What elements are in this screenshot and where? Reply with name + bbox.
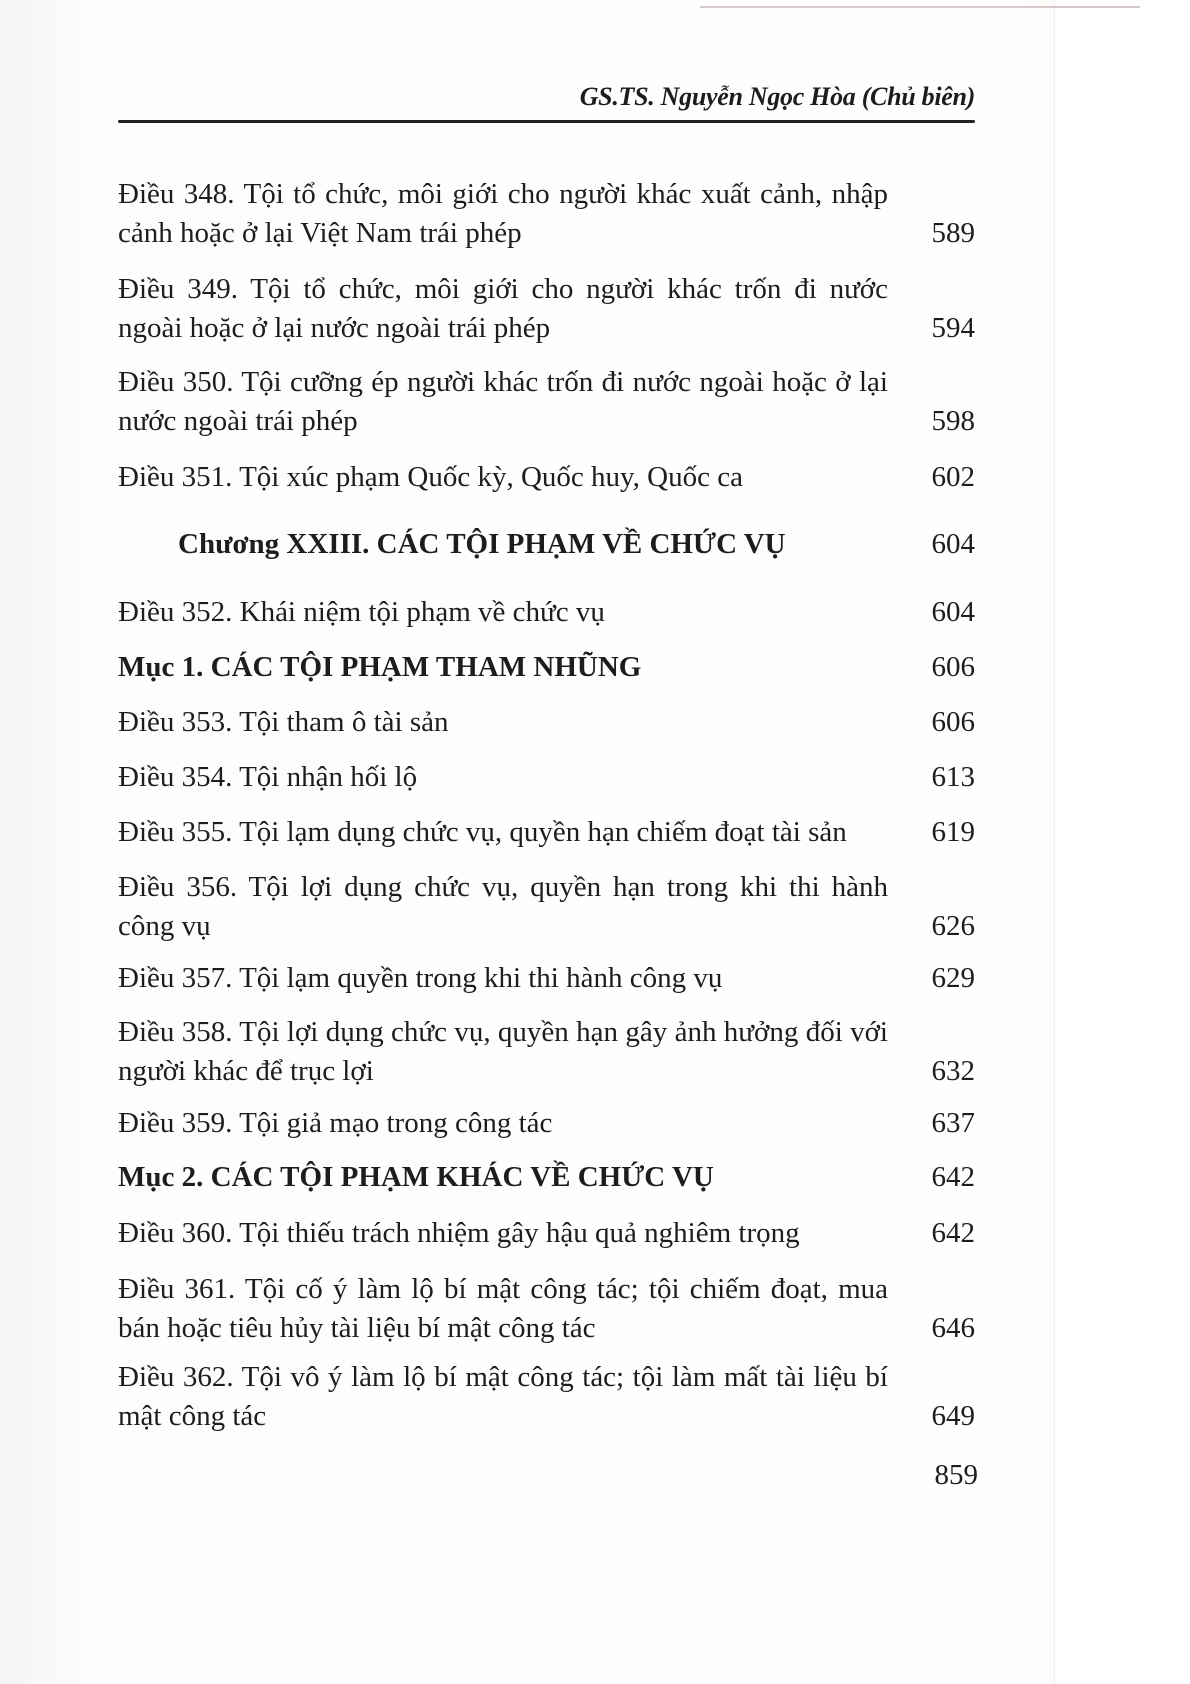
toc-entry-page: 598	[931, 405, 975, 437]
toc-entry-title: Điều 358. Tội lợi dụng chức vụ, quyền hạn gây ảnh hưởng đối với người khác để trục lợi	[118, 1016, 888, 1087]
toc-entry	[118, 593, 975, 632]
toc-entry-page: 613	[931, 761, 975, 793]
toc-entry-page: 604	[931, 596, 975, 628]
toc-entry	[118, 959, 975, 998]
toc-chapter-heading	[118, 525, 975, 564]
toc-entry	[118, 703, 975, 742]
toc-entry	[118, 813, 975, 852]
toc-entry	[118, 758, 975, 797]
toc-entry-title: Điều 352. Khái niệm tội phạm về chức vụ	[118, 596, 605, 628]
toc-entry-page: 604	[931, 528, 975, 560]
toc-entry	[118, 1358, 975, 1436]
toc-section-heading	[118, 1158, 975, 1197]
toc-entry-page: 606	[931, 651, 975, 683]
toc-entry-page: 646	[931, 1312, 975, 1344]
toc-entry-page: 619	[931, 816, 975, 848]
toc-entry-title: Điều 357. Tội lạm quyền trong khi thi hành công vụ	[118, 962, 723, 994]
toc-entry-title: Điều 361. Tội cố ý làm lộ bí mật công tác; tội chiếm đoạt, mua bán hoặc tiêu hủy tài liệu bí mật công tác	[118, 1273, 888, 1344]
running-header-author: GS.TS. Nguyễn Ngọc Hòa (Chủ biên)	[579, 82, 975, 111]
toc-entry-title: Điều 353. Tội tham ô tài sản	[118, 706, 449, 738]
toc-entry-page: 626	[931, 910, 975, 942]
toc-entry-title: Điều 348. Tội tổ chức, môi giới cho người khác xuất cảnh, nhập cảnh hoặc ở lại Việt Nam trái phép	[118, 178, 888, 249]
toc-entry	[118, 175, 975, 253]
toc-entry-page: 642	[931, 1217, 975, 1249]
toc-entry-title: Mục 1. CÁC TỘI PHẠM THAM NHŨNG	[118, 651, 642, 683]
toc-entry-page: 629	[931, 962, 975, 994]
toc-entry	[118, 270, 975, 348]
toc-section-heading	[118, 648, 975, 687]
toc-entry-page: 642	[931, 1161, 975, 1193]
toc-entry-page: 594	[931, 312, 975, 344]
page-edge	[1054, 0, 1190, 1684]
toc-entry-title: Điều 351. Tội xúc phạm Quốc kỳ, Quốc huy, Quốc ca	[118, 461, 743, 493]
toc-entry-title: Điều 349. Tội tổ chức, môi giới cho người khác trốn đi nước ngoài hoặc ở lại nước ngoài trái phép	[118, 273, 888, 344]
toc-entry-title: Điều 356. Tội lợi dụng chức vụ, quyền hạn trong khi thi hành công vụ	[118, 871, 888, 942]
toc-entry-title: Điều 360. Tội thiếu trách nhiệm gây hậu quả nghiêm trọng	[118, 1217, 800, 1249]
toc-entry-page: 606	[931, 706, 975, 738]
toc-entry	[118, 868, 975, 946]
toc-entry	[118, 1013, 975, 1091]
toc-entry-title: Mục 2. CÁC TỘI PHẠM KHÁC VỀ CHỨC VỤ	[118, 1161, 714, 1193]
toc-entry	[118, 1270, 975, 1348]
toc-entry-title: Điều 359. Tội giả mạo trong công tác	[118, 1107, 553, 1139]
toc-entry	[118, 1104, 975, 1143]
toc-entry	[118, 1214, 975, 1253]
toc-entry-page: 632	[931, 1055, 975, 1087]
toc-entry-title: Điều 355. Tội lạm dụng chức vụ, quyền hạn chiếm đoạt tài sản	[118, 816, 847, 848]
toc-entry-page: 637	[931, 1107, 975, 1139]
toc-entry-title: Điều 362. Tội vô ý làm lộ bí mật công tác; tội làm mất tài liệu bí mật công tác	[118, 1361, 888, 1432]
toc-entry	[118, 363, 975, 441]
header-rule	[118, 120, 975, 123]
toc-entry-title: Chương XXIII. CÁC TỘI PHẠM VỀ CHỨC VỤ	[178, 528, 786, 560]
toc-entry-page: 649	[931, 1400, 975, 1432]
toc-entry	[118, 458, 975, 497]
page-number: 859	[934, 1459, 978, 1491]
scan-artifact-line	[700, 6, 1140, 8]
toc-entry-page: 589	[931, 217, 975, 249]
toc-entry-page: 602	[931, 461, 975, 493]
toc-entry-title: Điều 350. Tội cưỡng ép người khác trốn đi nước ngoài hoặc ở lại nước ngoài trái phép	[118, 366, 888, 437]
toc-entry-title: Điều 354. Tội nhận hối lộ	[118, 761, 418, 793]
